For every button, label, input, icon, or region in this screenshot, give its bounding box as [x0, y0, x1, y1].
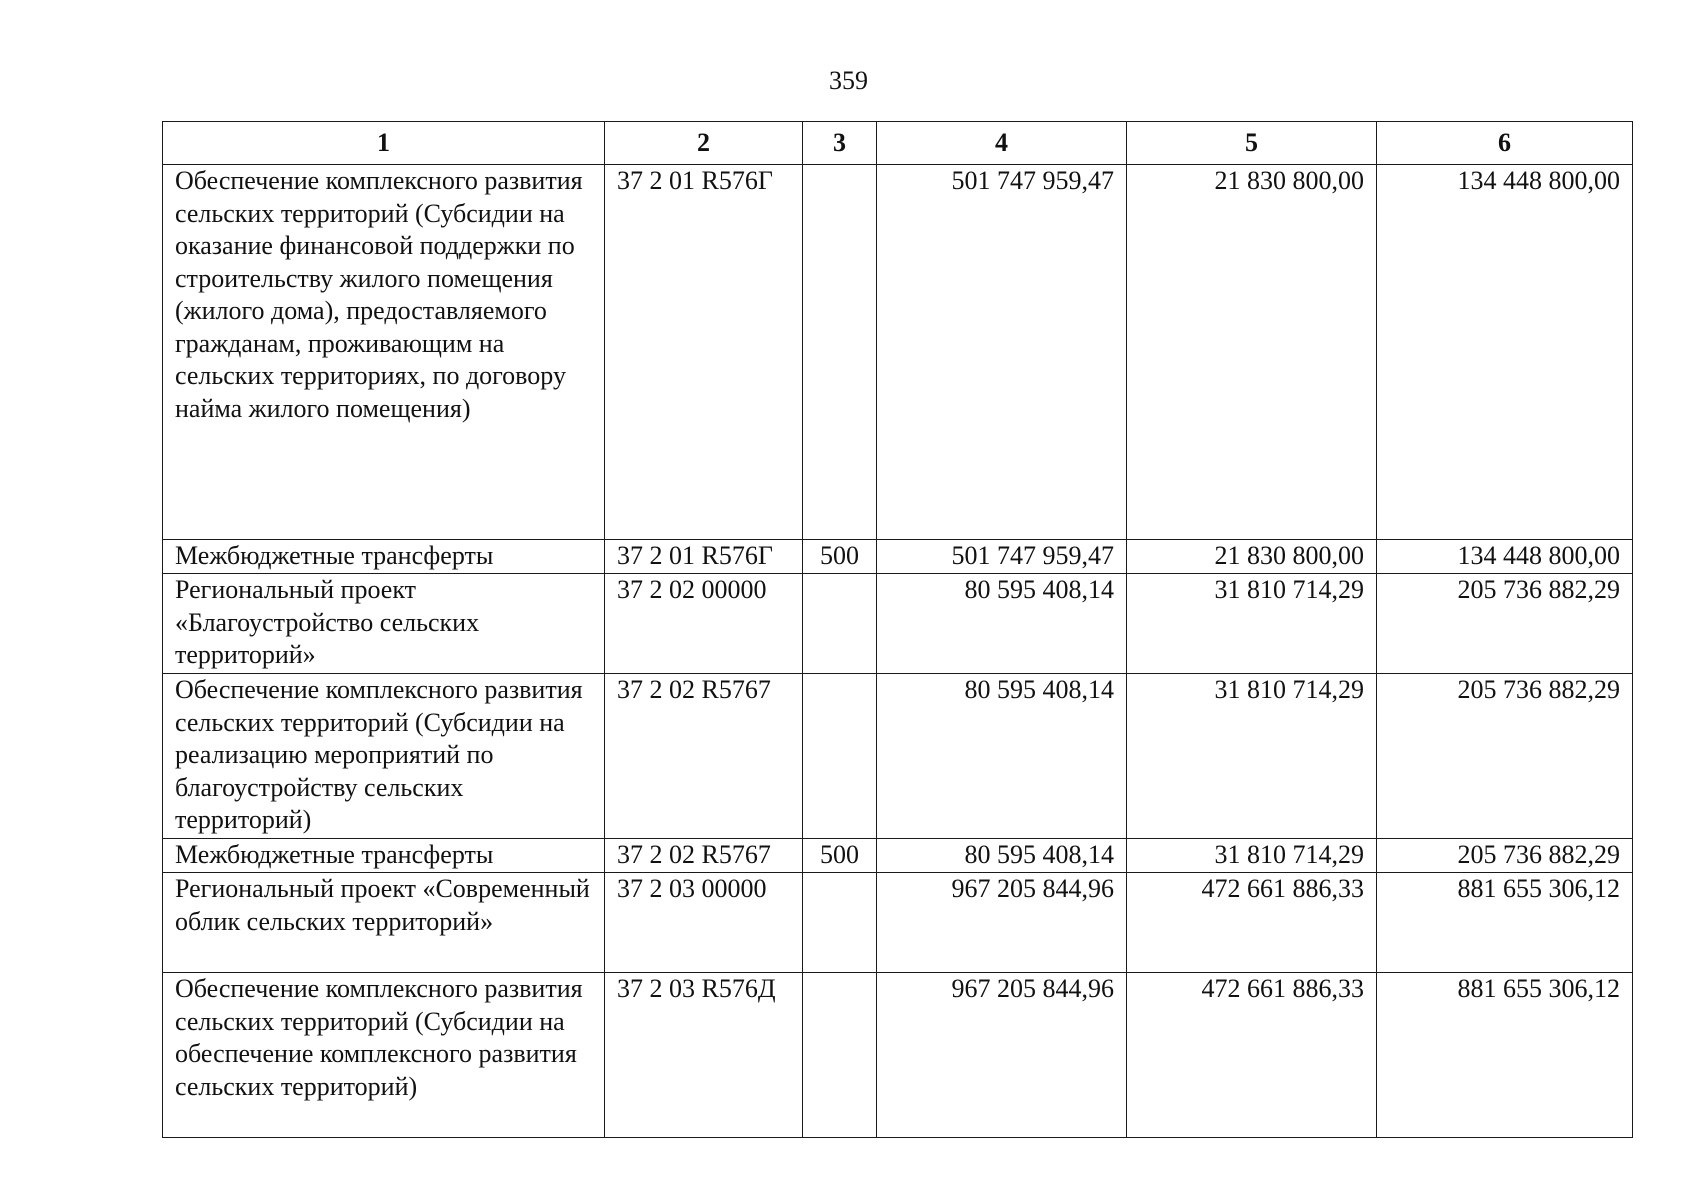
row-name: Обеспечение комплексного развития сельских территорий (Субсидии на оказание финансовой поддержки по строительству жилого помещения (жилого дома), предоставляемого гражданам, проживающим на сельских территориях, по договору найма жилого помещения) — [163, 165, 605, 540]
page-number: 359 — [829, 66, 868, 95]
header-row — [163, 122, 1633, 165]
row-name: Обеспечение комплексного развития сельских территорий (Субсидии на реализацию мероприятий по благоустройству сельских территорий) — [163, 674, 605, 839]
row-expense-type — [803, 873, 877, 973]
row-value-3: 134 448 800,00 — [1377, 540, 1633, 574]
row-value-3: 881 655 306,12 — [1377, 873, 1633, 973]
row-expense-type — [803, 165, 877, 540]
row-value-2: 31 810 714,29 — [1127, 674, 1377, 839]
row-code: 37 2 02 R5767 — [605, 674, 803, 839]
row-value-2: 472 661 886,33 — [1127, 973, 1377, 1138]
row-name: Обеспечение комплексного развития сельских территорий (Субсидии на обеспечение комплексного развития сельских территорий) — [163, 973, 605, 1138]
row-code: 37 2 03 R576Д — [605, 973, 803, 1138]
row-value-1: 967 205 844,96 — [877, 873, 1127, 973]
row-value-1: 80 595 408,14 — [877, 574, 1127, 674]
table-row — [163, 973, 1633, 1138]
row-code: 37 2 02 R5767 — [605, 839, 803, 873]
row-value-3: 205 736 882,29 — [1377, 674, 1633, 839]
table-row — [163, 574, 1633, 674]
row-name: Межбюджетные трансферты — [163, 540, 605, 574]
row-name: Межбюджетные трансферты — [163, 839, 605, 873]
row-name: Региональный проект «Современный облик сельских территорий» — [163, 873, 605, 973]
row-value-1: 501 747 959,47 — [877, 540, 1127, 574]
row-expense-type: 500 — [803, 839, 877, 873]
table-row — [163, 873, 1633, 973]
row-value-3: 134 448 800,00 — [1377, 165, 1633, 540]
row-value-2: 31 810 714,29 — [1127, 839, 1377, 873]
row-code: 37 2 01 R576Г — [605, 165, 803, 540]
row-expense-type — [803, 973, 877, 1138]
row-code: 37 2 03 00000 — [605, 873, 803, 973]
table-row — [163, 674, 1633, 839]
table-row — [163, 540, 1633, 574]
row-value-1: 80 595 408,14 — [877, 839, 1127, 873]
row-code: 37 2 02 00000 — [605, 574, 803, 674]
row-name: Региональный проект «Благоустройство сельских территорий» — [163, 574, 605, 674]
header-col-4: 4 — [877, 122, 1127, 165]
row-expense-type: 500 — [803, 540, 877, 574]
row-value-1: 80 595 408,14 — [877, 674, 1127, 839]
table-row — [163, 165, 1633, 540]
row-value-1: 967 205 844,96 — [877, 973, 1127, 1138]
budget-table — [162, 121, 1633, 1138]
header-col-5: 5 — [1127, 122, 1377, 165]
row-value-2: 21 830 800,00 — [1127, 540, 1377, 574]
row-value-3: 205 736 882,29 — [1377, 839, 1633, 873]
row-value-1: 501 747 959,47 — [877, 165, 1127, 540]
header-col-1: 1 — [163, 122, 605, 165]
row-value-2: 21 830 800,00 — [1127, 165, 1377, 540]
row-value-2: 472 661 886,33 — [1127, 873, 1377, 973]
row-code: 37 2 01 R576Г — [605, 540, 803, 574]
row-value-3: 205 736 882,29 — [1377, 574, 1633, 674]
header-col-6: 6 — [1377, 122, 1633, 165]
row-value-2: 31 810 714,29 — [1127, 574, 1377, 674]
row-expense-type — [803, 574, 877, 674]
row-value-3: 881 655 306,12 — [1377, 973, 1633, 1138]
table-row — [163, 839, 1633, 873]
row-expense-type — [803, 674, 877, 839]
header-col-2: 2 — [605, 122, 803, 165]
header-col-3: 3 — [803, 122, 877, 165]
